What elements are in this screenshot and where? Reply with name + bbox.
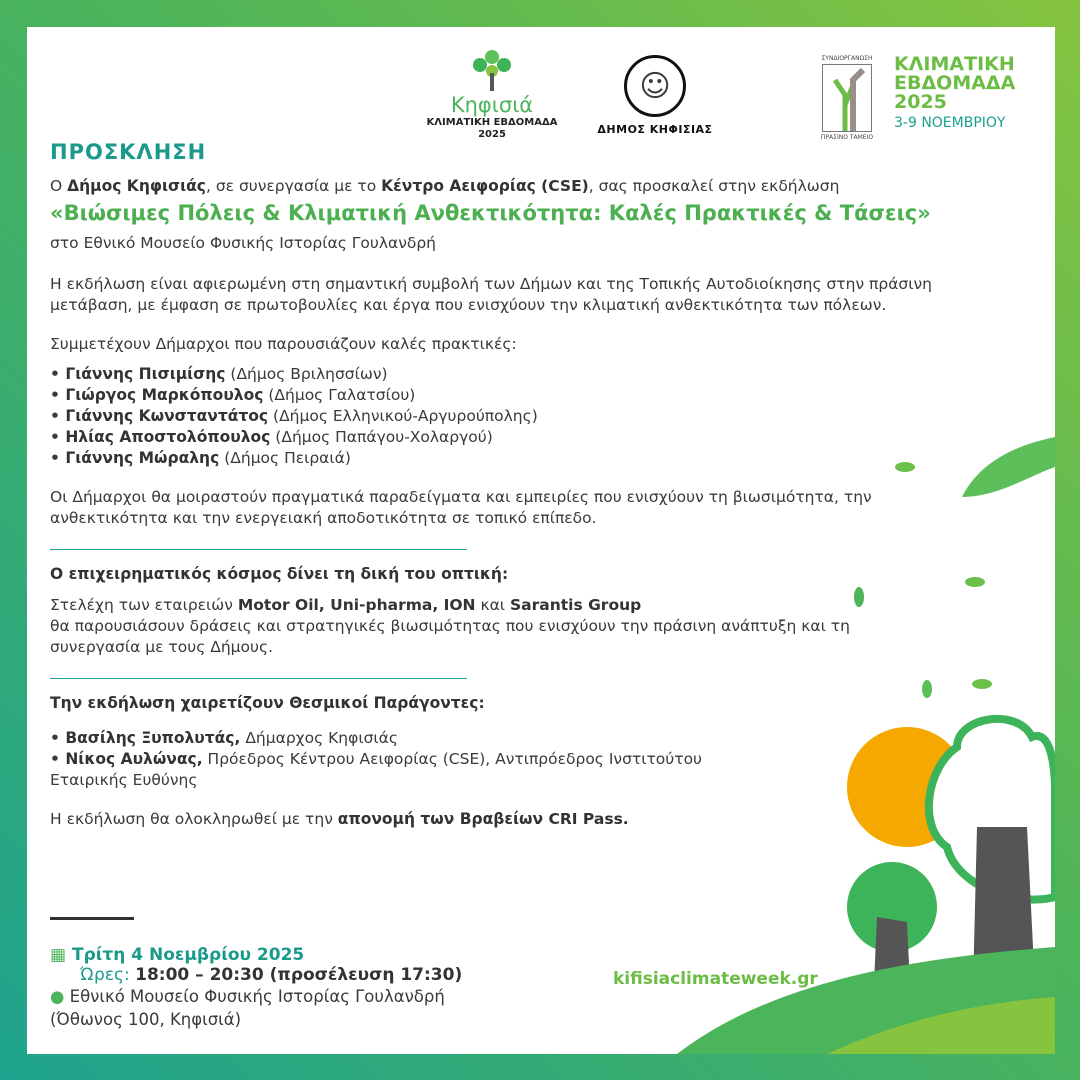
- location-pin-icon: ●: [50, 987, 70, 1006]
- business-heading: Ο επιχειρηματικός κόσμος δίνει τη δική του οπτική:: [50, 565, 509, 583]
- list-item: • Νίκος Αυλώνας, Πρόεδρος Κέντρου Αειφορίας (CSE), Αντιπρόεδρος Ινστιτούτου Εταιρικής Ευθύνης: [50, 749, 770, 791]
- list-item: • Γιάννης Πισιμίσης (Δήμος Βριλησσίων): [50, 364, 950, 385]
- intro-text: Ο Δήμος Κηφισιάς, σε συνεργασία με το Κέντρο Αειφορίας (CSE), σας προσκαλεί στην εκδήλωση: [50, 177, 840, 195]
- list-item: • Γιάννης Μώραλης (Δήμος Πειραιά): [50, 448, 950, 469]
- invitation-panel: [27, 27, 1055, 1054]
- list-item: • Βασίλης Ξυπολυτάς, Δήμαρχος Κηφισιάς: [50, 728, 770, 749]
- co-organizer-label: ΣΥΝΔΙΟΡΓΑΝΩΣΗ: [821, 55, 873, 62]
- tree-logo-icon: [467, 45, 517, 91]
- prasino-tameio-name: ΠΡΑΣΙΝΟ ΤΑΜΕΙΟ: [820, 134, 874, 141]
- event-date: ▦ Τρίτη 4 Νοεμβρίου 2025: [50, 945, 305, 965]
- list-item: • Γιάννης Κωνσταντάτος (Δήμος Ελληνικού-Αργυρούπολης): [50, 406, 950, 427]
- leaf-branch-icon: [962, 437, 1055, 497]
- list-item: • Ηλίας Αποστολόπουλος (Δήμος Παπάγου-Χολαργού): [50, 427, 950, 448]
- dimos-name: ΔΗΜΟΣ ΚΗΦΙΣΙΑΣ: [597, 123, 713, 136]
- mayors-list: [50, 364, 950, 469]
- description: Η εκδήλωση είναι αφιερωμένη στη σημαντική συμβολή των Δήμων και της Τοπικής Αυτοδιοίκησης στην πράσινη μετάβαση, με έμφαση σε πρωτοβουλίες και έργα που ενισχύουν την κλιματική ανθεκτικότητα των πόλεων.: [50, 275, 932, 314]
- mayors-intro: Συμμετέχουν Δήμαρχοι που παρουσιάζουν καλές πρακτικές:: [50, 335, 517, 353]
- event-title: «Βιώσιμες Πόλεις & Κλιματική Ανθεκτικότητα: Καλές Πρακτικές & Τάσεις»: [50, 201, 931, 225]
- tree-icon: [823, 65, 871, 131]
- event-address: (Όθωνος 100, Κηφισιά): [50, 1010, 242, 1029]
- divider: [50, 549, 467, 550]
- calendar-icon: ▦: [50, 945, 72, 965]
- website-link[interactable]: kifisiaclimateweek.gr: [613, 969, 818, 989]
- kifisia-climate-week-logo: [422, 45, 562, 141]
- prasino-tameio-logo: [817, 55, 877, 141]
- logo-year: 2025: [478, 129, 506, 140]
- divider: [50, 678, 467, 679]
- business-text: Στελέχη των εταιρειών Motor Oil, Uni-pharma, ION και Sarantis Group θα παρουσιάσουν δράσεις και στρατηγικές βιωσιμότητας που ενισχύουν την πράσινη ανάπτυξη και τη συνεργασία με τους Δήμους.: [50, 596, 850, 656]
- event-details: [50, 945, 462, 1031]
- venue-line: στο Εθνικό Μουσείο Φυσικής Ιστορίας Γουλανδρή: [50, 234, 437, 252]
- greetings-heading: Την εκδήλωση χαιρετίζουν Θεσμικοί Παράγοντες:: [50, 694, 485, 712]
- logo-subtitle: ΚΛΙΜΑΤΙΚΗ ΕΒΔΟΜΑΔΑ: [426, 117, 558, 128]
- event-venue: ● Εθνικό Μουσείο Φυσικής Ιστορίας Γουλανδρή: [50, 987, 445, 1006]
- divider: [50, 917, 134, 920]
- week-title-1: ΚΛΙΜΑΤΙΚΗ: [894, 53, 1015, 75]
- event-hours: Ώρες: 18:00 – 20:30 (προσέλευση 17:30): [80, 965, 463, 985]
- week-year: 2025: [894, 91, 947, 113]
- page-title: ΠΡΟΣΚΛΗΣΗ: [50, 140, 207, 164]
- kifisia-logo-name: Κηφισιά: [450, 93, 534, 117]
- mayors-outro: Οι Δήμαρχοι θα μοιραστούν πραγματικά παραδείγματα και εμπειρίες που ενισχύουν τη βιωσιμότητα, την ανθεκτικότητα και την ενεργειακή αποδοτικότητα σε τοπικό επίπεδο.: [50, 488, 872, 527]
- leaf-icon: [965, 577, 985, 587]
- dimos-kifisias-logo: [595, 55, 715, 136]
- greetings-list: [50, 728, 770, 791]
- week-title-2: ΕΒΔΟΜΑΔΑ: [894, 72, 1016, 94]
- closing-text: Η εκδήλωση θα ολοκληρωθεί με την απονομή των Βραβείων CRI Pass.: [50, 810, 629, 828]
- list-item: • Γιώργος Μαρκόπουλος (Δήμος Γαλατσίου): [50, 385, 950, 406]
- climate-week-badge: [894, 55, 1015, 131]
- leaf-icon: [972, 679, 992, 689]
- head-emblem-icon: ☺: [624, 55, 686, 117]
- week-dates: 3-9 ΝΟΕΜΒΡΙΟΥ: [894, 115, 1006, 131]
